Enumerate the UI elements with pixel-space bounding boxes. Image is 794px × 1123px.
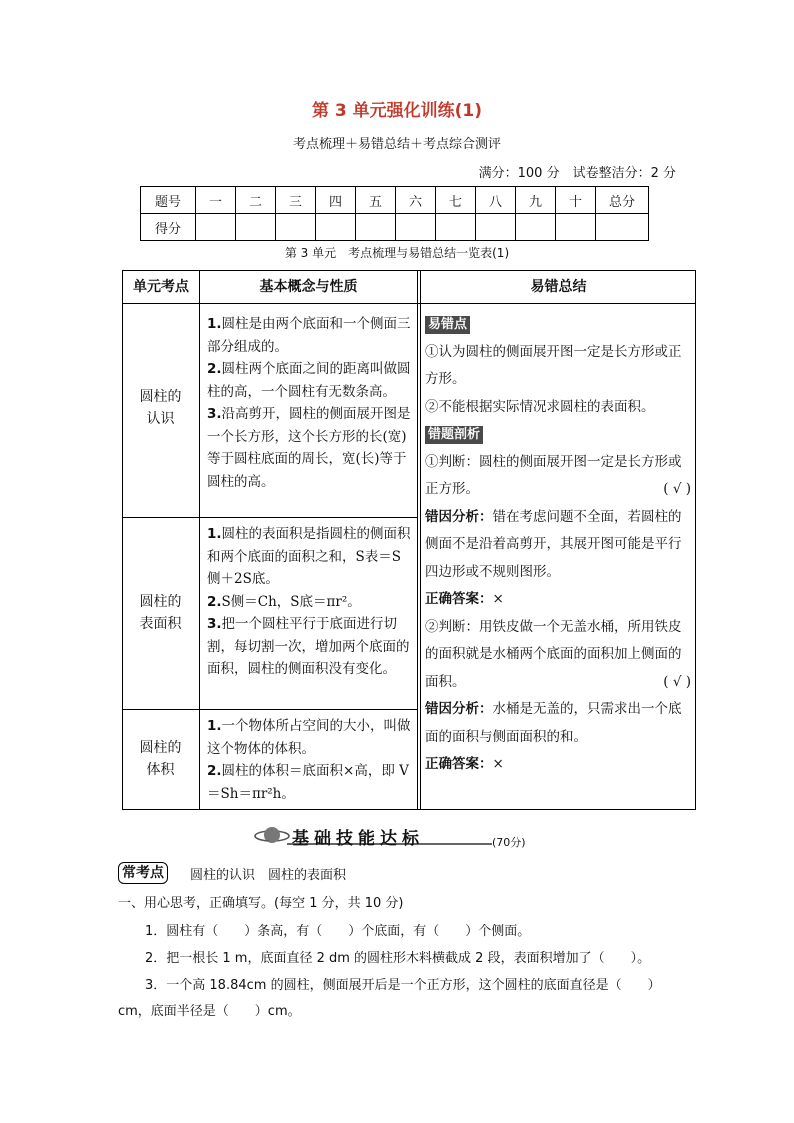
concept-volume [207,715,413,805]
question: 1．圆柱有（ ）条高，有（ ）个底面，有（ ）个侧面。 [145,924,531,939]
divider [417,271,418,809]
score-cell[interactable] [276,214,316,241]
score-cell[interactable] [236,214,276,241]
score-cell[interactable] [356,214,396,241]
error-case-cause: 错因分析：错在考虑问题不全面，若圆柱的侧面不是沿着高剪开，其展开图可能是平行四边形或不规则图形。 [425,508,682,580]
header-concept: 基本概念与性质 [259,279,358,295]
concept-item: 1.圆柱的表面积是指圆柱的侧面积和两个底面的面积之和，S表＝S侧＋2S底。 [207,526,411,587]
error-summary [425,311,691,779]
concept-item: 2.S侧＝Ch，S底＝πr²。 [207,593,361,610]
score-table-col: 七 [436,187,476,214]
error-point: ①认为圆柱的侧面展开图一定是长方形或正方形。 [425,343,682,387]
concept-item: 1.一个物体所占空间的大小，叫做这个物体的体积。 [207,718,411,757]
row-label-surface-area: 圆柱的表面积 [139,594,182,632]
error-case-answer: 正确答案：× [425,591,504,607]
error-analysis-tag: 错题剖析 [425,426,483,444]
row-label-volume: 圆柱的体积 [139,740,182,778]
header-errors: 易错总结 [530,279,587,295]
score-info: 满分：100 分 试卷整洁分：2 分 [478,166,676,181]
error-case-question: ②判断：用铁皮做一个无盖水桶，所用铁皮的面积就是水桶两个底面的面积加上侧面的面积。 ( √ ) [425,614,691,697]
page-subtitle: 考点梳理＋易错总结＋考点综合测评 [292,137,501,152]
error-points-tag: 易错点 [425,316,470,334]
score-cell[interactable] [316,214,356,241]
concept-item: 1.圆柱是由两个底面和一个侧面三部分组成的。 [207,316,411,355]
score-table-col: 六 [396,187,436,214]
concept-item: 3.沿高剪开，圆柱的侧面展开图是一个长方形，这个长方形的长(宽)等于圆柱底面的周长，宽(长)等于圆柱的高。 [207,406,411,490]
summary-table [122,270,696,810]
keypoint-text: 圆柱的认识 圆柱的表面积 [190,868,347,883]
score-table-col: 总分 [596,187,649,214]
score-table [140,186,649,241]
concept-recognition [207,313,413,493]
concept-item: 2.圆柱的体积＝底面积×高，即 V＝Sh＝πr²h。 [207,763,409,802]
divider [123,517,417,518]
concept-item: 3.把一个圆柱平行于底面进行切割，每切割一次，增加两个底面的面积，圆柱的侧面积没有变化。 [207,616,410,677]
header-unit: 单元考点 [133,279,189,295]
error-case-answer: 正确答案：× [425,756,504,772]
check-mark: ( √ ) [663,481,691,497]
score-table-row-label: 题号 [141,187,196,214]
score-table-col: 三 [276,187,316,214]
score-table-row-numbers [141,187,649,214]
error-case-cause: 错因分析：水桶是无盖的，只需求出一个底面的面积与侧面面积的和。 [425,701,682,745]
question: 2．把一根长 1 m，底面直径 2 dm 的圆柱形木料横截成 2 段，表面积增加了（ ）。 [145,951,651,966]
score-cell[interactable] [396,214,436,241]
error-point: ②不能根据实际情况求圆柱的表面积。 [425,398,655,415]
check-mark: ( √ ) [663,673,691,690]
score-table-col: 十 [556,187,596,214]
divider [199,271,200,809]
concept-surface-area [207,523,413,681]
score-cell[interactable] [516,214,556,241]
score-cell[interactable] [196,214,236,241]
banner-points: (70分) [492,836,526,849]
score-cell[interactable] [596,214,649,241]
banner-title: 基础技能达标 [292,829,424,849]
section-banner [252,822,552,850]
divider [123,709,417,710]
score-table-col: 八 [476,187,516,214]
divider [420,271,421,809]
score-cell[interactable] [436,214,476,241]
score-table-col: 一 [196,187,236,214]
score-table-col: 九 [516,187,556,214]
score-table-row-scores [141,214,649,241]
score-table-col: 四 [316,187,356,214]
concept-item: 2.圆柱两个底面之间的距离叫做圆柱的高，一个圆柱有无数条高。 [207,361,411,400]
divider [123,303,695,304]
score-table-col: 二 [236,187,276,214]
section-heading: 一、用心思考，正确填写。(每空 1 分，共 10 分) [118,896,404,911]
score-table-row-label: 得分 [141,214,196,241]
question-continuation: cm，底面半径是（ ）cm。 [118,1004,301,1019]
question: 3．一个高 18.84cm 的圆柱，侧面展开后是一个正方形，这个圆柱的底面直径是（ ） [145,978,661,993]
row-label-recognition: 圆柱的认识 [139,389,182,427]
error-case-question: ①判断：圆柱的侧面展开图一定是长方形或正方形。 ( √ ) [425,449,691,504]
score-cell[interactable] [476,214,516,241]
keypoint-badge: 常考点 [118,862,168,884]
summary-caption: 第 3 单元 考点梳理与易错总结一览表(1) [284,246,510,260]
score-cell[interactable] [556,214,596,241]
score-table-col: 五 [356,187,396,214]
page-title: 第 3 单元强化训练(1) [311,101,483,121]
